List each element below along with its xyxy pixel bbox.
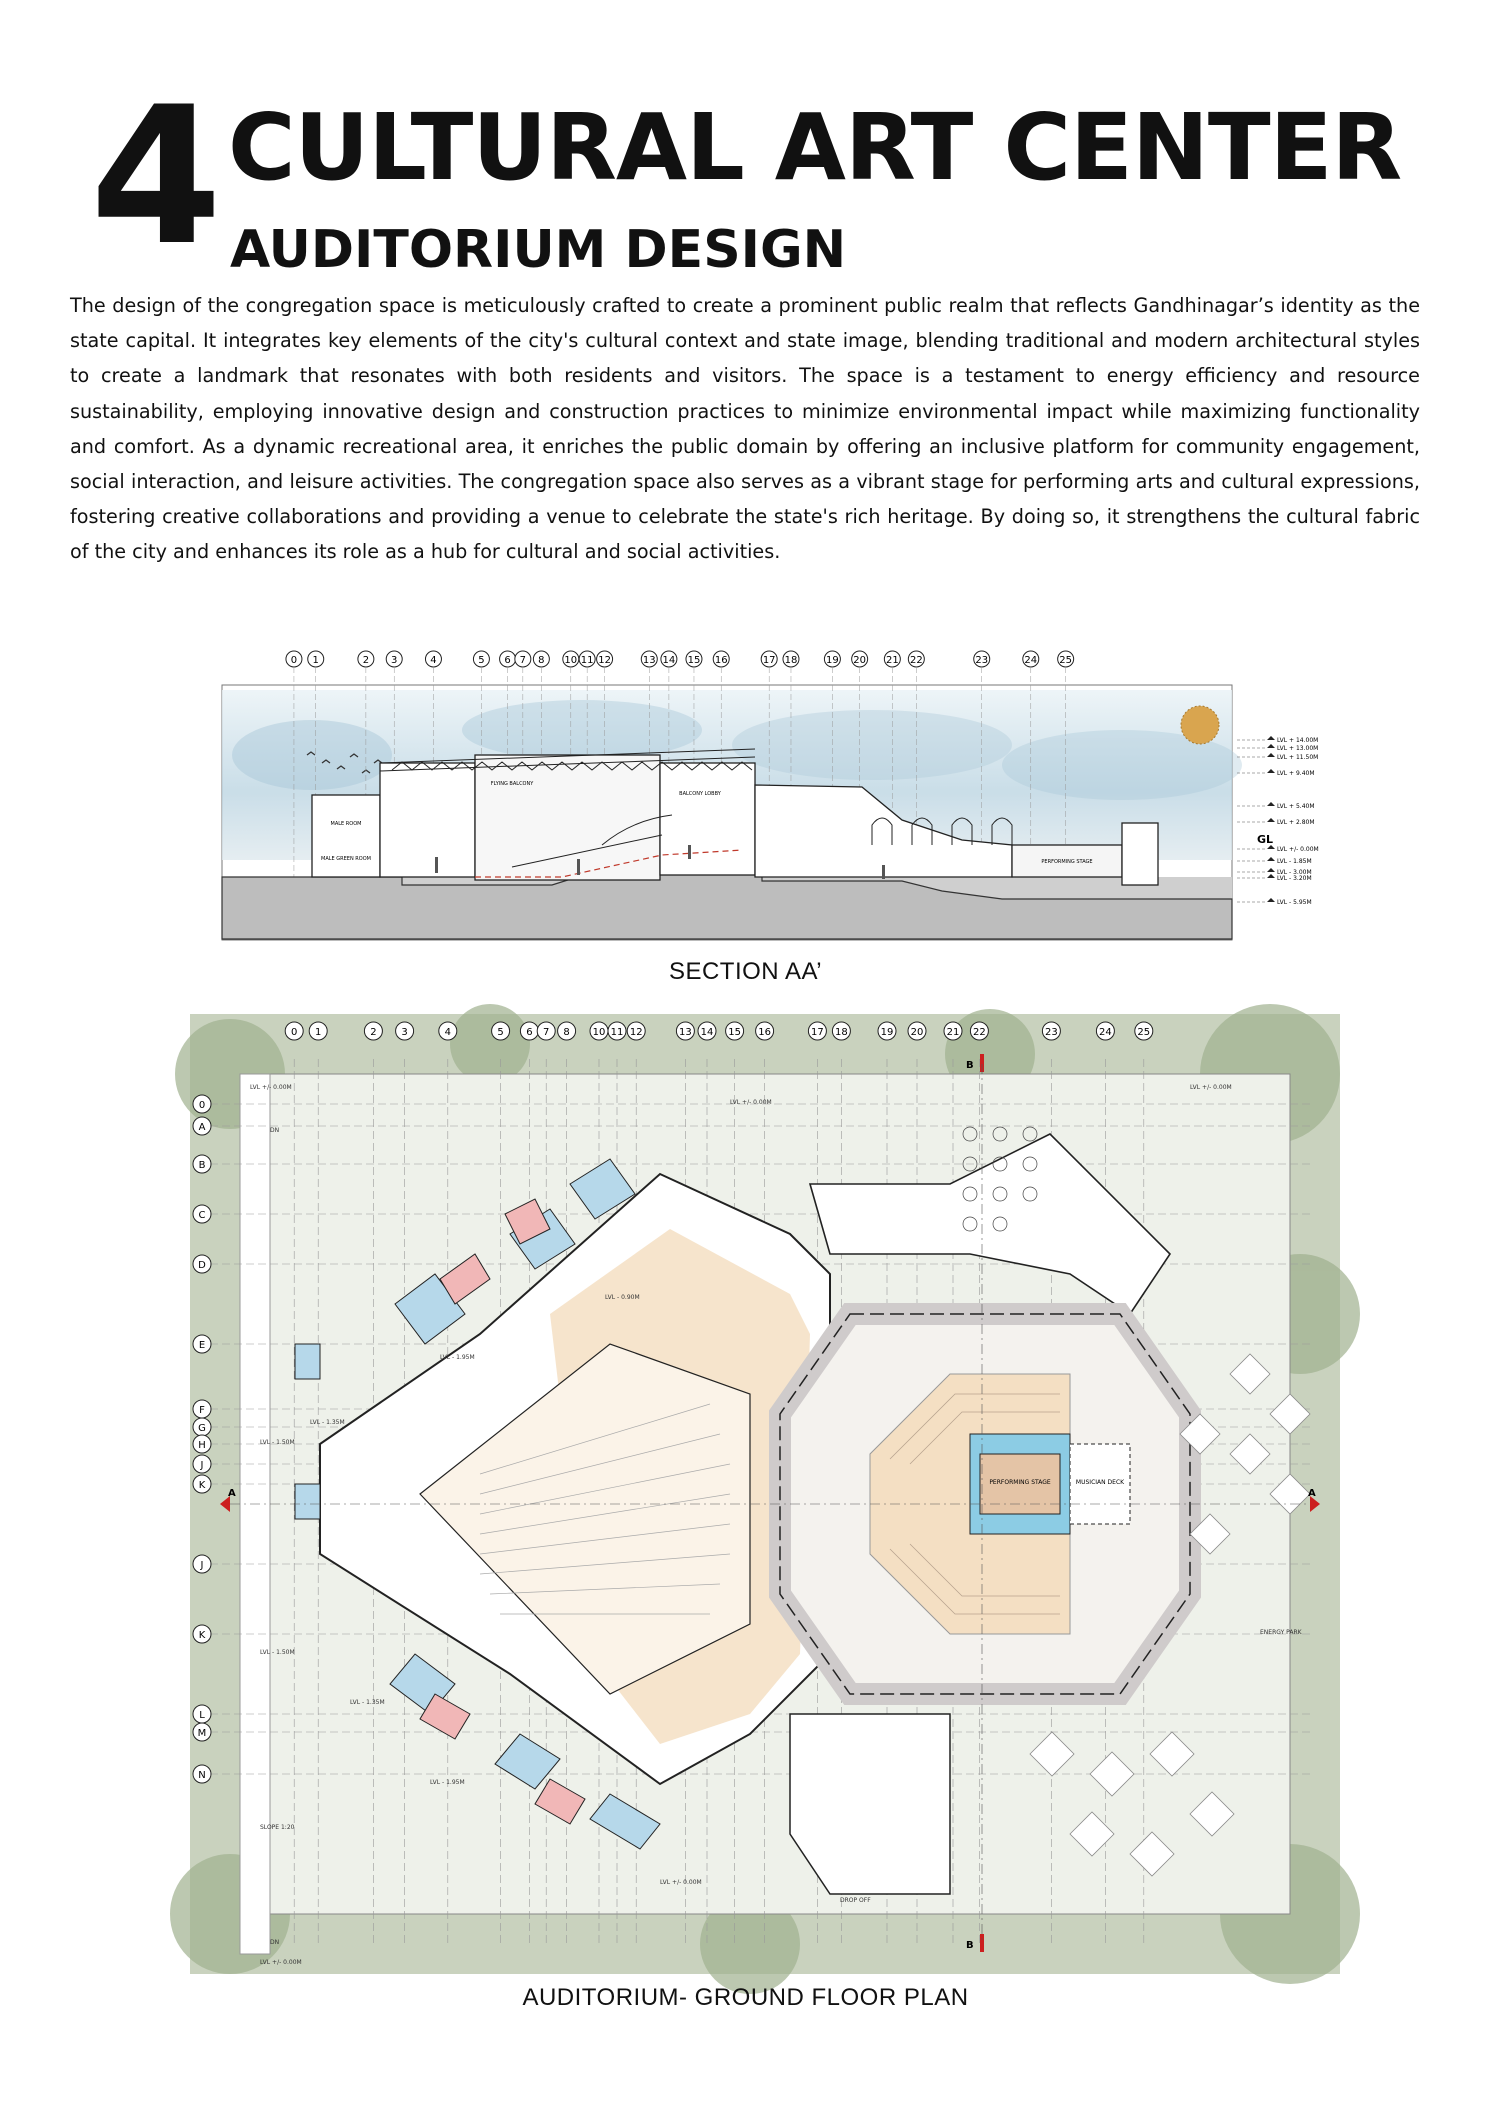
- section-grid-bubble: [515, 651, 531, 667]
- section-grid-bubble: [713, 651, 729, 667]
- section-grid-bubble: [686, 651, 702, 667]
- section-grid-bubble: [884, 651, 900, 667]
- svg-text:10: 10: [564, 655, 578, 666]
- svg-text:5: 5: [497, 1027, 504, 1038]
- plan-grid-bubble-top: [558, 1022, 576, 1040]
- svg-text:LVL - 1.85M: LVL - 1.85M: [1277, 858, 1312, 865]
- svg-text:21: 21: [885, 655, 899, 666]
- section-grid-bubble: [563, 651, 579, 667]
- svg-text:H: H: [198, 1440, 206, 1451]
- svg-text:LVL - 3.00M: LVL - 3.00M: [1277, 869, 1312, 876]
- plan-grid-bubble-left: [193, 1418, 211, 1436]
- plan-grid-bubble-top: [520, 1022, 538, 1040]
- level-marker: [1237, 802, 1315, 810]
- plan-grid-bubble-top: [878, 1022, 896, 1040]
- svg-text:0: 0: [290, 655, 298, 666]
- svg-text:1: 1: [315, 1027, 322, 1038]
- section-grid-bubble: [386, 651, 402, 667]
- svg-text:F: F: [199, 1405, 205, 1416]
- section-grid-bubble: [974, 651, 990, 667]
- plan-drawing: [190, 1014, 1340, 1974]
- plan-lvl-top-right: LVL +/- 0.00M: [1190, 1084, 1232, 1091]
- plan-lvl-4: LVL - 1.50M: [260, 1439, 295, 1446]
- section-marker-a-right: A: [1308, 1488, 1316, 1499]
- plan-grid-bubble-top: [627, 1022, 645, 1040]
- svg-text:24: 24: [1099, 1027, 1112, 1038]
- plan-grid-bubble-left: [193, 1400, 211, 1418]
- plan-label-dn-bottom: DN: [270, 1939, 280, 1946]
- plan-grid-bubble-top: [285, 1022, 303, 1040]
- level-marker: [1237, 744, 1318, 752]
- plan-grid-bubble-top: [676, 1022, 694, 1040]
- svg-text:M: M: [197, 1728, 207, 1739]
- plan-lvl-bottom: LVL +/- 0.00M: [660, 1879, 702, 1886]
- plan-grid-bubble-left: [193, 1765, 211, 1783]
- plan-label-drop-off: DROP OFF: [840, 1897, 871, 1904]
- section-grid-bubble: [852, 651, 868, 667]
- svg-text:D: D: [198, 1260, 206, 1271]
- svg-text:N: N: [198, 1770, 206, 1781]
- plan-label-slope: SLOPE 1:20: [260, 1824, 295, 1831]
- svg-text:5: 5: [478, 655, 485, 666]
- level-marker: [1237, 769, 1315, 777]
- svg-text:LVL + 14.00M: LVL + 14.00M: [1277, 737, 1319, 744]
- svg-text:LVL +/- 0.00M: LVL +/- 0.00M: [1277, 846, 1319, 853]
- section-caption: SECTION AA’: [668, 958, 823, 985]
- plan-grid-bubble-left: [193, 1255, 211, 1273]
- svg-text:LVL + 9.40M: LVL + 9.40M: [1277, 770, 1315, 777]
- page-title: CULTURAL ART CENTER: [228, 94, 1402, 201]
- svg-text:K: K: [198, 1480, 206, 1491]
- svg-text:LVL - 3.20M: LVL - 3.20M: [1277, 875, 1312, 882]
- plan-grid-bubble-top: [492, 1022, 510, 1040]
- svg-text:10: 10: [592, 1027, 606, 1038]
- plan-grid-bubble-top: [1135, 1022, 1153, 1040]
- svg-text:4: 4: [444, 1027, 451, 1038]
- svg-text:B: B: [198, 1160, 206, 1171]
- section-marker-b-top: B: [966, 1060, 974, 1071]
- section-label-male-green-room: MALE GREEN ROOM: [321, 856, 371, 862]
- plan-label-dn-top: DN: [270, 1127, 280, 1134]
- svg-text:8: 8: [538, 655, 545, 666]
- plan-grid-bubble-left: [193, 1455, 211, 1473]
- section-grid-bubble: [1023, 651, 1039, 667]
- svg-text:17: 17: [762, 655, 776, 666]
- plan-grid-bubble-top: [537, 1022, 555, 1040]
- svg-text:LVL + 11.50M: LVL + 11.50M: [1277, 754, 1319, 761]
- svg-text:7: 7: [543, 1027, 550, 1038]
- svg-text:6: 6: [504, 655, 511, 666]
- section-grid-bubble: [661, 651, 677, 667]
- plan-grid-bubble-left: [193, 1117, 211, 1135]
- svg-text:4: 4: [430, 655, 437, 666]
- plan-grid-bubble-top: [756, 1022, 774, 1040]
- section-grid-bubble: [533, 651, 549, 667]
- svg-text:12: 12: [598, 655, 611, 666]
- plan-grid-bubble-left: [193, 1705, 211, 1723]
- level-marker: [1237, 845, 1319, 853]
- section-marker-a-left: A: [228, 1488, 236, 1499]
- section-grid-bubble: [761, 651, 777, 667]
- svg-text:C: C: [198, 1210, 206, 1221]
- svg-text:25: 25: [1137, 1027, 1151, 1038]
- svg-text:15: 15: [687, 655, 701, 666]
- section-grid-bubble: [358, 651, 374, 667]
- plan-lvl-top-left: LVL +/- 0.00M: [250, 1084, 292, 1091]
- plan-grid-bubble-left: [193, 1625, 211, 1643]
- plan-grid-bubble-left: [193, 1205, 211, 1223]
- section-label-performing-stage: PERFORMING STAGE: [1041, 859, 1093, 865]
- svg-text:0: 0: [291, 1027, 298, 1038]
- plan-label-musician-deck: MUSICIAN DECK: [1075, 1479, 1125, 1486]
- svg-text:J: J: [200, 1460, 204, 1471]
- plan-grid-bubble-top: [309, 1022, 327, 1040]
- level-marker: [1237, 753, 1318, 761]
- section-label-balcony-lobby: BALCONY LOBBY: [679, 791, 721, 797]
- svg-text:13: 13: [679, 1027, 692, 1038]
- svg-text:E: E: [198, 1340, 206, 1351]
- plan-grid-bubble-top: [396, 1022, 414, 1040]
- plan-grid-bubble-top: [439, 1022, 457, 1040]
- svg-text:18: 18: [835, 1027, 848, 1038]
- svg-text:13: 13: [642, 655, 656, 666]
- plan-grid-bubble-left: [193, 1155, 211, 1173]
- svg-text:1: 1: [312, 655, 319, 666]
- plan-lvl-6: LVL - 1.35M: [350, 1699, 385, 1706]
- plan-grid-bubble-top: [808, 1022, 826, 1040]
- svg-text:6: 6: [526, 1027, 533, 1038]
- plan-grid-bubble-top: [908, 1022, 926, 1040]
- section-grid-bubble: [473, 651, 489, 667]
- section-grid-bubble: [783, 651, 799, 667]
- svg-text:A: A: [198, 1122, 206, 1133]
- svg-text:3: 3: [391, 655, 398, 666]
- level-marker: [1237, 898, 1312, 906]
- svg-text:3: 3: [401, 1027, 408, 1038]
- section-grid-bubble: [500, 651, 516, 667]
- plan-grid-bubble-top: [698, 1022, 716, 1040]
- level-marker: [1237, 818, 1315, 826]
- section-grid-bubble: [579, 651, 595, 667]
- level-marker: [1237, 736, 1318, 744]
- section-grid-bubble: [1058, 651, 1074, 667]
- plan-caption: AUDITORIUM- GROUND FLOOR PLAN: [522, 1984, 969, 2011]
- plan-grid-bubble-left: [193, 1095, 211, 1113]
- page-subtitle: AUDITORIUM DESIGN: [230, 220, 847, 280]
- svg-text:L: L: [199, 1710, 205, 1721]
- svg-text:8: 8: [563, 1027, 570, 1038]
- section-grid-bubble: [908, 651, 924, 667]
- svg-text:19: 19: [826, 655, 839, 666]
- plan-grid-bubble-top: [1042, 1022, 1060, 1040]
- svg-text:0: 0: [198, 1100, 206, 1111]
- svg-text:11: 11: [580, 655, 594, 666]
- plan-grid-bubble-left: [193, 1435, 211, 1453]
- svg-text:12: 12: [629, 1027, 643, 1038]
- section-grid-bubble: [824, 651, 840, 667]
- section-level-markers: [1237, 736, 1319, 906]
- svg-text:16: 16: [714, 655, 728, 666]
- plan-lvl-bottom-left: LVL +/- 0.00M: [260, 1959, 302, 1966]
- section-drawing: [222, 645, 1319, 945]
- level-marker: [1237, 857, 1312, 865]
- plan-grid-bubble-top: [364, 1022, 382, 1040]
- page-number: 4: [90, 66, 217, 287]
- svg-text:23: 23: [1045, 1027, 1058, 1038]
- svg-text:22: 22: [909, 655, 923, 666]
- plan-lvl-2: LVL - 1.95M: [440, 1354, 475, 1361]
- section-label-male-room: MALE ROOM: [330, 821, 362, 827]
- plan-lvl-3: LVL - 1.35M: [310, 1419, 345, 1426]
- svg-text:11: 11: [610, 1027, 624, 1038]
- section-grid-bubble: [308, 651, 324, 667]
- svg-text:19: 19: [880, 1027, 894, 1038]
- svg-text:18: 18: [784, 655, 798, 666]
- section-label-flying-balcony: FLYING BALCONY: [490, 781, 534, 787]
- section-grid-bubble: [425, 651, 441, 667]
- svg-text:21: 21: [946, 1027, 960, 1038]
- section-grid-bubble: [597, 651, 613, 667]
- sun-icon: [1181, 706, 1219, 744]
- plan-grid-bubble-left: [193, 1555, 211, 1573]
- svg-text:16: 16: [758, 1027, 771, 1038]
- svg-text:25: 25: [1059, 655, 1073, 666]
- plan-lvl-7: LVL - 1.95M: [430, 1779, 465, 1786]
- svg-text:LVL + 5.40M: LVL + 5.40M: [1277, 803, 1315, 810]
- svg-text:2: 2: [362, 655, 370, 666]
- svg-text:22: 22: [973, 1027, 986, 1038]
- plan-grid-bubble-left: [193, 1723, 211, 1741]
- intro-paragraph: The design of the congregation space is meticulously crafted to create a prominent public realm that reflects Gandhinagar’s identity as the state capital. It integrates key elements of the city's cultural context and state image, blending traditional and modern architectural styles to create a landmark that resonates with both residents and visitors. The space is a testament to energy efficiency and resource sustainability, employing innovative design and construction practices to minimize environmental impact while maximizing functionality and comfort. As a dynamic recreational area, it enriches the public domain by offering an inclusive platform for community engagement, social interaction, and leisure activities. The congregation space also serves as a vibrant stage for performing arts and cultural expressions, fostering creative collaborations and providing a venue to celebrate the state's rich heritage. By doing so, it strengthens the cultural fabric of the city and enhances its role as a hub for cultural and social activities.: [70, 294, 1420, 564]
- plan-label-performing-stage: PERFORMING STAGE: [989, 1479, 1051, 1486]
- plan-grid-bubble-left: [193, 1335, 211, 1353]
- svg-text:2: 2: [370, 1027, 377, 1038]
- section-grid-bubble: [641, 651, 657, 667]
- plan-grid-bubble-top: [608, 1022, 626, 1040]
- svg-text:J: J: [200, 1560, 204, 1571]
- plan-grid-bubble-top: [970, 1022, 988, 1040]
- plan-grid-bubble-top: [590, 1022, 608, 1040]
- svg-text:14: 14: [700, 1027, 714, 1038]
- plan-lvl-5: LVL - 1.50M: [260, 1649, 295, 1656]
- plan-grid-bubble-top: [1096, 1022, 1114, 1040]
- level-marker: [1237, 874, 1312, 882]
- plan-lvl-top-mid: LVL +/- 0.00M: [730, 1099, 772, 1106]
- svg-text:LVL + 13.00M: LVL + 13.00M: [1277, 745, 1319, 752]
- plan-label-energy-park: ENERGY PARK: [1260, 1629, 1302, 1636]
- plan-grid-bubble-top: [726, 1022, 744, 1040]
- gl-label: GL: [1257, 833, 1274, 846]
- plan-grid-bubble-left: [193, 1475, 211, 1493]
- svg-text:17: 17: [811, 1027, 824, 1038]
- svg-text:24: 24: [1024, 655, 1038, 666]
- section-marker-b-bottom: B: [966, 1940, 974, 1951]
- svg-text:7: 7: [519, 655, 527, 666]
- section-grid-bubble: [286, 651, 302, 667]
- plan-lvl-1: LVL - 0.90M: [605, 1294, 640, 1301]
- plan-grid-bubble-top: [944, 1022, 962, 1040]
- svg-text:LVL - 5.95M: LVL - 5.95M: [1277, 899, 1312, 906]
- svg-text:K: K: [198, 1630, 206, 1641]
- plan-grid-bubble-top: [832, 1022, 850, 1040]
- svg-text:20: 20: [910, 1027, 924, 1038]
- svg-text:LVL + 2.80M: LVL + 2.80M: [1277, 819, 1315, 826]
- svg-text:G: G: [198, 1423, 206, 1434]
- svg-text:15: 15: [728, 1027, 741, 1038]
- svg-text:14: 14: [662, 655, 676, 666]
- svg-text:23: 23: [975, 655, 989, 666]
- svg-text:20: 20: [853, 655, 867, 666]
